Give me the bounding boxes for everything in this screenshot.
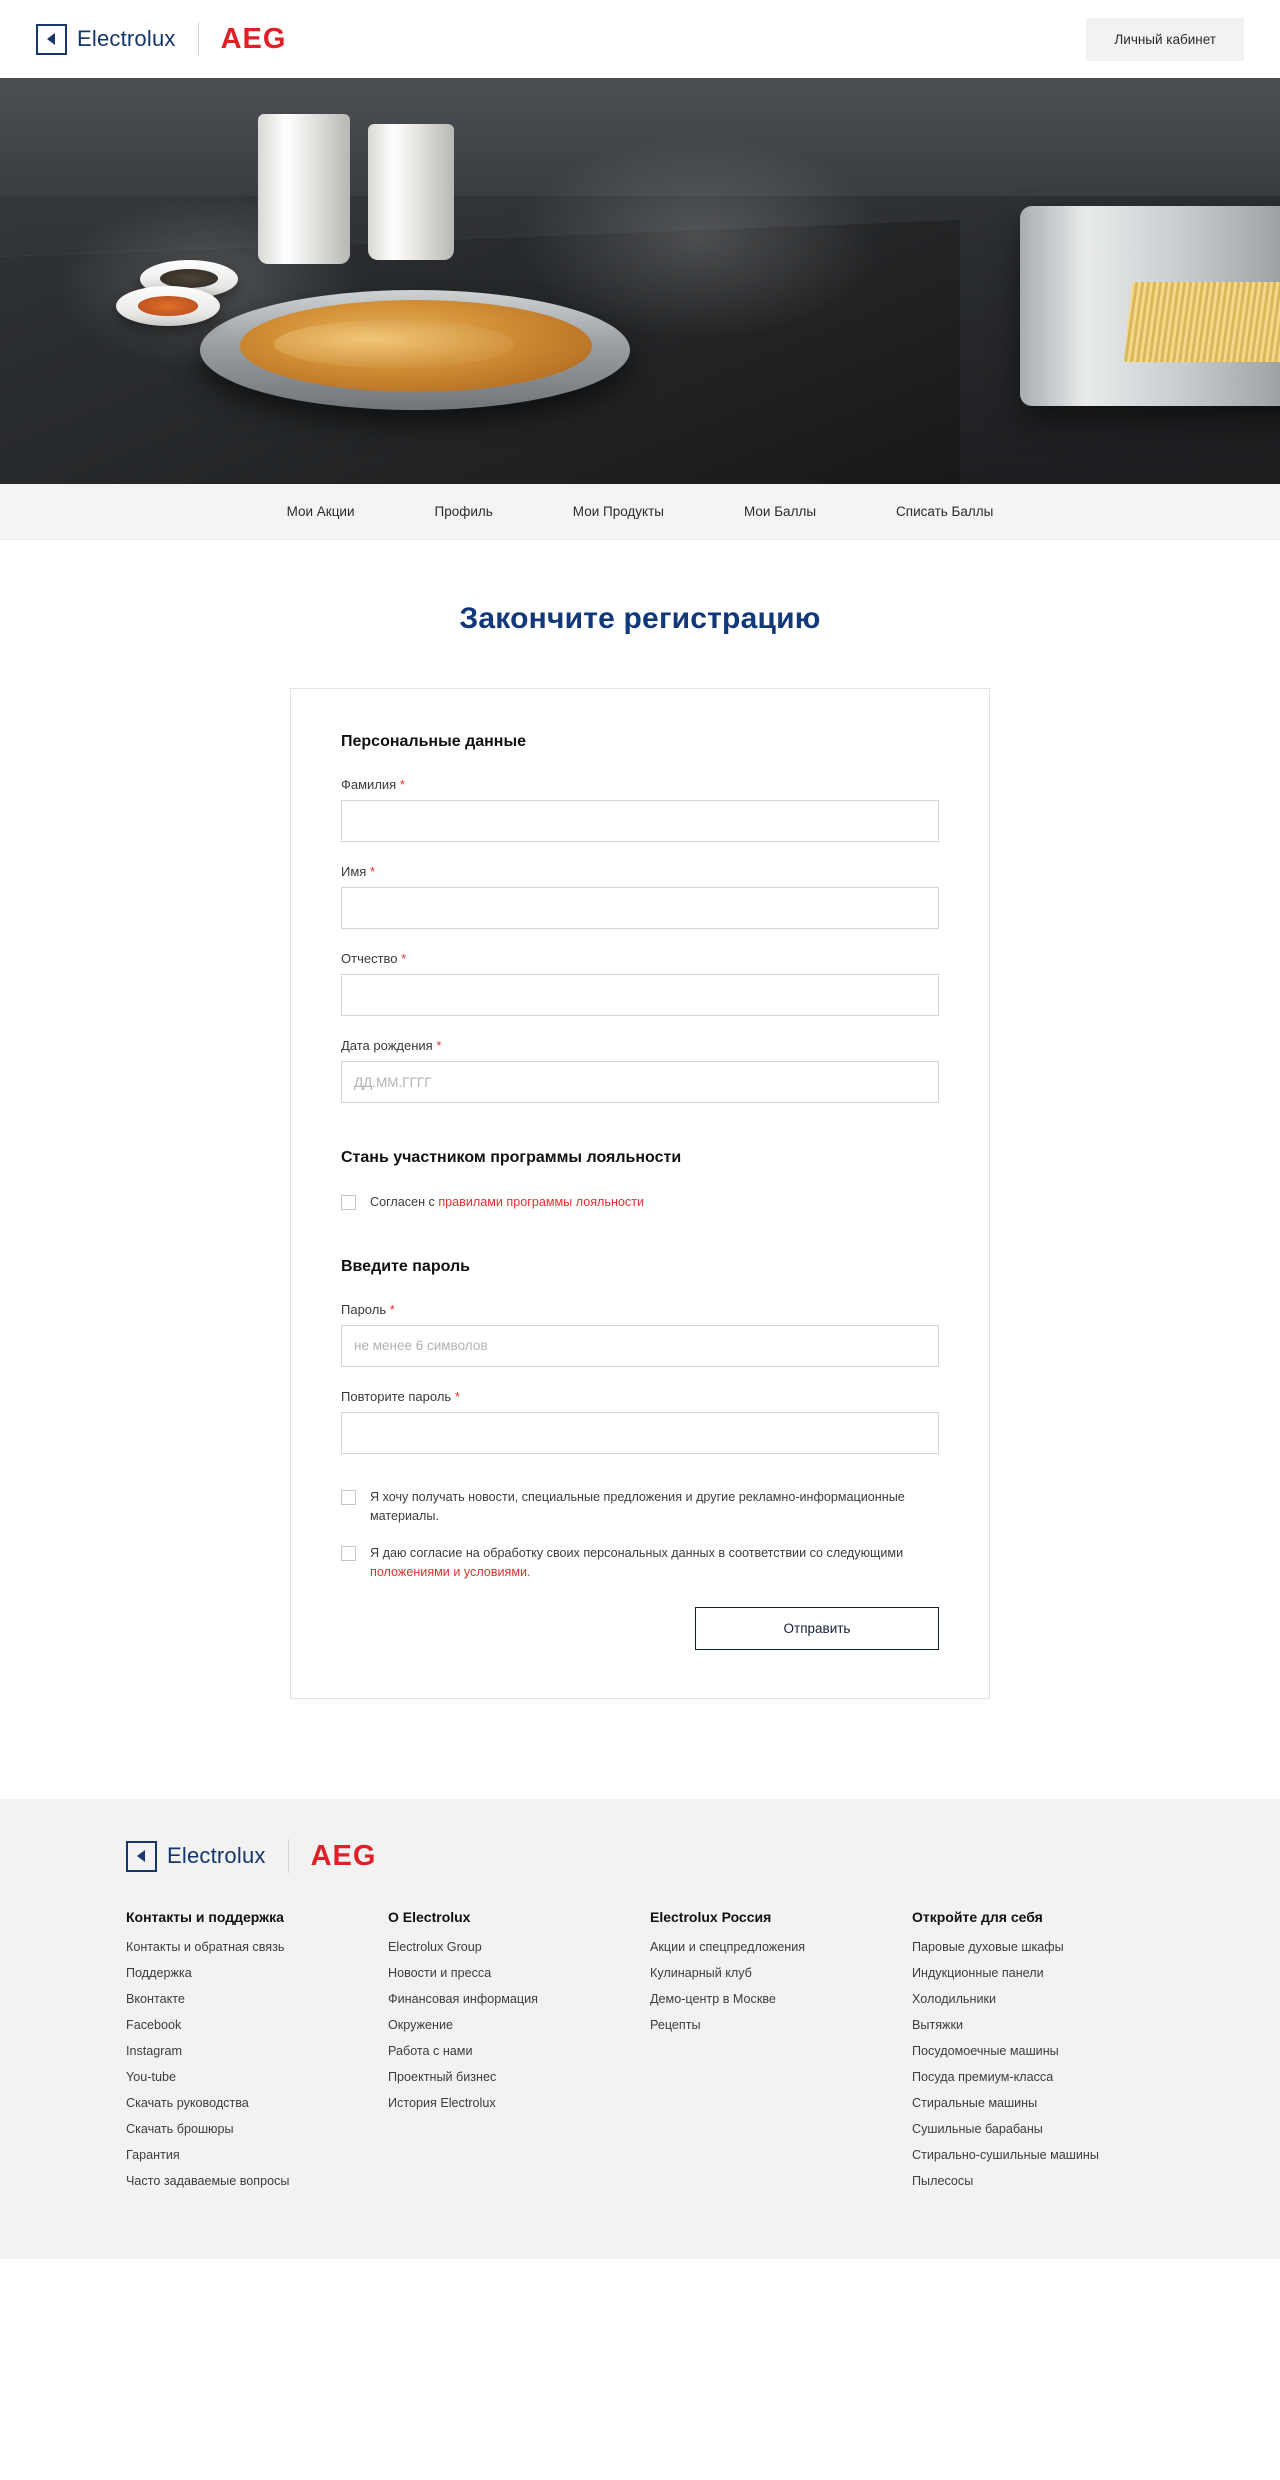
required-marker: * [436,1038,442,1053]
birthdate-input[interactable] [341,1061,939,1103]
hero-spaghetti [1124,282,1280,362]
footer-link[interactable]: Посуда премиум-класса [912,2070,1054,2085]
page-title: Закончите регистрацию [459,602,821,635]
footer-column-title: Контакты и поддержка [126,1909,284,1926]
nav-item-spend-points[interactable]: Списать Баллы [896,503,994,519]
footer-link[interactable]: Стиральные машины [912,2096,1038,2111]
aeg-wordmark[interactable]: AEG [220,22,287,55]
field-label-text: Фамилия [341,777,397,792]
footer-column-about [388,1909,650,2199]
loyalty-checkbox[interactable] [341,1195,356,1210]
field-birthdate [341,1038,939,1103]
lastname-input[interactable] [341,800,939,842]
required-marker: * [389,1301,395,1317]
footer-brand-divider [288,1839,289,1873]
footer-link[interactable]: Кулинарный клуб [650,1966,752,1981]
hero-roast-food [240,300,592,392]
footer-link[interactable]: Демо-центр в Москве [650,1992,776,2007]
footer-link[interactable]: Проектный бизнес [388,2070,497,2085]
footer-inner [80,1839,1200,2199]
main-content [0,540,1280,1769]
field-label-text: Дата рождения [341,1038,433,1053]
top-header [0,0,1280,78]
footer-link[interactable]: Facebook [126,2018,182,2033]
required-marker: * [401,951,407,966]
submit-button[interactable]: Отправить [695,1607,939,1650]
main-navigation [0,484,1280,540]
footer-column-title: Откройте для себя [912,1909,1043,1926]
footer-link[interactable]: Скачать брошюры [126,2122,234,2137]
loyalty-consent-prefix: Согласен с [370,1195,439,1209]
footer-link[interactable]: Холодильники [912,1992,997,2007]
middlename-input[interactable] [341,974,939,1016]
required-marker: * [399,777,405,792]
electrolux-logo[interactable] [36,24,176,55]
brand-divider [198,22,199,56]
footer-link[interactable]: Пылесосы [912,2174,974,2189]
personal-data-consent-text [370,1544,939,1582]
nav-item-my-points[interactable]: Мои Баллы [744,503,817,519]
footer-link[interactable]: Паровые духовые шкафы [912,1940,1064,1955]
personal-data-consent-prefix: Я даю согласие на обработку своих персональных данных в соответствии со следующими [370,1545,904,1560]
personal-data-consent-row[interactable] [341,1544,939,1582]
loyalty-consent-text [370,1193,644,1212]
field-label-password [341,1302,939,1317]
footer-electrolux-wordmark: Electrolux [167,1843,266,1869]
news-consent-row[interactable] [341,1488,939,1526]
loyalty-consent-row[interactable] [341,1193,939,1212]
site-footer [0,1799,1280,2259]
news-consent-text: Я хочу получать новости, специальные предложения и другие рекламно-информационные материалы. [370,1489,905,1523]
footer-column-title: О Electrolux [388,1909,471,1926]
personal-data-consent-checkbox[interactable] [341,1546,356,1561]
field-lastname [341,777,939,842]
field-label-password-repeat [341,1389,939,1404]
field-label-text: Пароль [341,1301,387,1317]
footer-link[interactable]: Вытяжки [912,2018,964,2033]
footer-link[interactable]: Гарантия [126,2148,180,2163]
submit-row [341,1607,939,1650]
footer-brand-group [84,1839,1200,1873]
registration-form [290,688,990,1699]
footer-link[interactable]: Финансовая информация [388,1992,538,2007]
footer-columns [84,1909,1200,2199]
electrolux-wordmark: Electrolux [77,26,176,51]
footer-link[interactable]: Electrolux Group [388,1940,482,1955]
footer-link[interactable]: Поддержка [126,1966,192,1981]
footer-link[interactable]: Сушильные барабаны [912,2122,1043,2137]
footer-link[interactable]: Акции и спецпредложения [650,1940,806,1955]
hero-pot [258,114,350,264]
footer-column-title: Electrolux Россия [650,1909,772,1926]
footer-link[interactable]: Скачать руководства [126,2096,249,2111]
field-middlename [341,951,939,1016]
footer-link[interactable]: You-tube [126,2070,176,2085]
electrolux-mark-icon [126,1841,157,1872]
footer-electrolux-logo[interactable] [126,1841,266,1872]
field-password-repeat [341,1389,939,1454]
footer-link[interactable]: Контакты и обратная связь [126,1940,285,1955]
firstname-input[interactable] [341,887,939,929]
field-password [341,1302,939,1367]
section-title-password: Введите пароль [341,1257,470,1275]
hero-banner-image [0,78,1280,484]
footer-link[interactable]: Посудомоечные машины [912,2044,1059,2059]
password-input[interactable] [341,1325,939,1367]
hero-stockpot [1020,206,1280,406]
nav-item-profile[interactable]: Профиль [434,503,493,519]
field-label-text: Отчество [341,951,398,966]
account-button[interactable]: Личный кабинет [1086,18,1244,61]
footer-link[interactable]: Работа с нами [388,2044,473,2059]
required-marker: * [369,864,376,879]
password-repeat-input[interactable] [341,1412,939,1454]
terms-and-conditions-link[interactable]: положениями и условиями. [370,1564,531,1579]
footer-link[interactable]: Рецепты [650,2018,701,2033]
nav-item-my-promotions[interactable]: Мои Акции [286,503,355,519]
brand-group [36,22,286,56]
footer-link[interactable]: История Electrolux [388,2096,496,2111]
field-label-lastname [341,777,939,792]
footer-link[interactable]: Стирально-сушильные машины [912,2148,1099,2163]
footer-link[interactable]: Instagram [126,2044,182,2059]
footer-column-discover [912,1909,1174,2199]
news-consent-checkbox[interactable] [341,1490,356,1505]
section-title-personal-data: Персональные данные [341,733,527,750]
hero-steam [520,138,880,338]
footer-link[interactable]: Индукционные панели [912,1966,1044,1981]
field-label-middlename [341,951,939,966]
hero-pot [368,124,454,260]
footer-link[interactable]: Окружение [388,2018,454,2033]
footer-link[interactable]: Часто задаваемые вопросы [126,2174,290,2189]
field-label-firstname [341,864,939,879]
electrolux-mark-icon [36,24,67,55]
field-label-text: Имя [341,864,367,879]
field-label-birthdate [341,1038,939,1053]
nav-item-my-products[interactable]: Мои Продукты [572,503,664,519]
footer-column-russia [650,1909,912,2199]
consent-block [341,1488,939,1582]
section-title-loyalty: Стань участником программы лояльности [341,1149,682,1166]
field-label-text: Повторите пароль [341,1388,452,1404]
required-marker: * [454,1388,460,1404]
footer-link[interactable]: Новости и пресса [388,1966,492,1981]
footer-column-contacts [126,1909,388,2199]
loyalty-rules-link[interactable]: правилами программы лояльности [438,1195,645,1209]
field-firstname [341,864,939,929]
hero-spice-bowl [116,286,220,326]
footer-link[interactable]: Вконтакте [126,1992,185,2007]
footer-aeg-wordmark[interactable]: AEG [310,1839,377,1872]
